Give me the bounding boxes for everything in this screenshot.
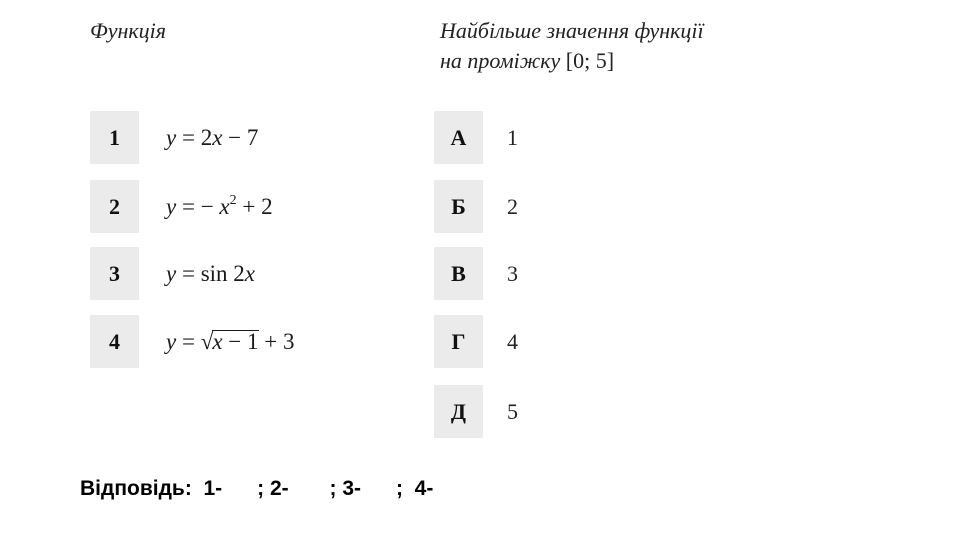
option-value: 2 [507, 193, 518, 219]
values-header-interval: [0; 5] [565, 48, 615, 73]
values-header-line2 [440, 46, 704, 76]
option-row-b [434, 180, 518, 233]
function-number-badge: 4 [90, 315, 139, 368]
option-value: 5 [507, 398, 518, 424]
answer-line: Відповідь: 1- ; 2- ; 3- ; 4- [80, 477, 434, 500]
function-row-4 [90, 315, 295, 368]
option-row-v [434, 247, 518, 300]
function-number-badge: 1 [90, 111, 139, 164]
function-row-2 [90, 180, 273, 233]
values-header-line1: Найбільше значення функції [440, 18, 704, 43]
values-header-prefix: на проміжку [440, 48, 561, 73]
function-formula-3: y = sin 2x [166, 260, 255, 286]
option-row-d [434, 385, 518, 438]
option-letter-badge: Г [434, 315, 483, 368]
functions-header-label: Функція [90, 18, 167, 43]
option-letter-badge: Д [434, 385, 483, 438]
function-number-badge: 2 [90, 180, 139, 233]
option-value: 4 [507, 328, 518, 354]
values-column-header [440, 16, 704, 76]
function-formula-2: y = − $x^2 + 2$ [166, 192, 273, 219]
option-letter-badge: А [434, 111, 483, 164]
option-value: 1 [507, 124, 518, 150]
function-row-3 [90, 247, 255, 300]
function-row-1 [90, 111, 258, 164]
option-row-a [434, 111, 518, 164]
function-number-badge: 3 [90, 247, 139, 300]
option-row-g [434, 315, 518, 368]
functions-column-header [90, 16, 166, 46]
option-letter-badge: Б [434, 180, 483, 233]
option-value: 3 [507, 260, 518, 286]
function-formula-1: y = 2x − 7 [166, 124, 259, 150]
option-letter-badge: В [434, 247, 483, 300]
function-formula-4: y = √x − 1 + 3 [166, 328, 295, 354]
